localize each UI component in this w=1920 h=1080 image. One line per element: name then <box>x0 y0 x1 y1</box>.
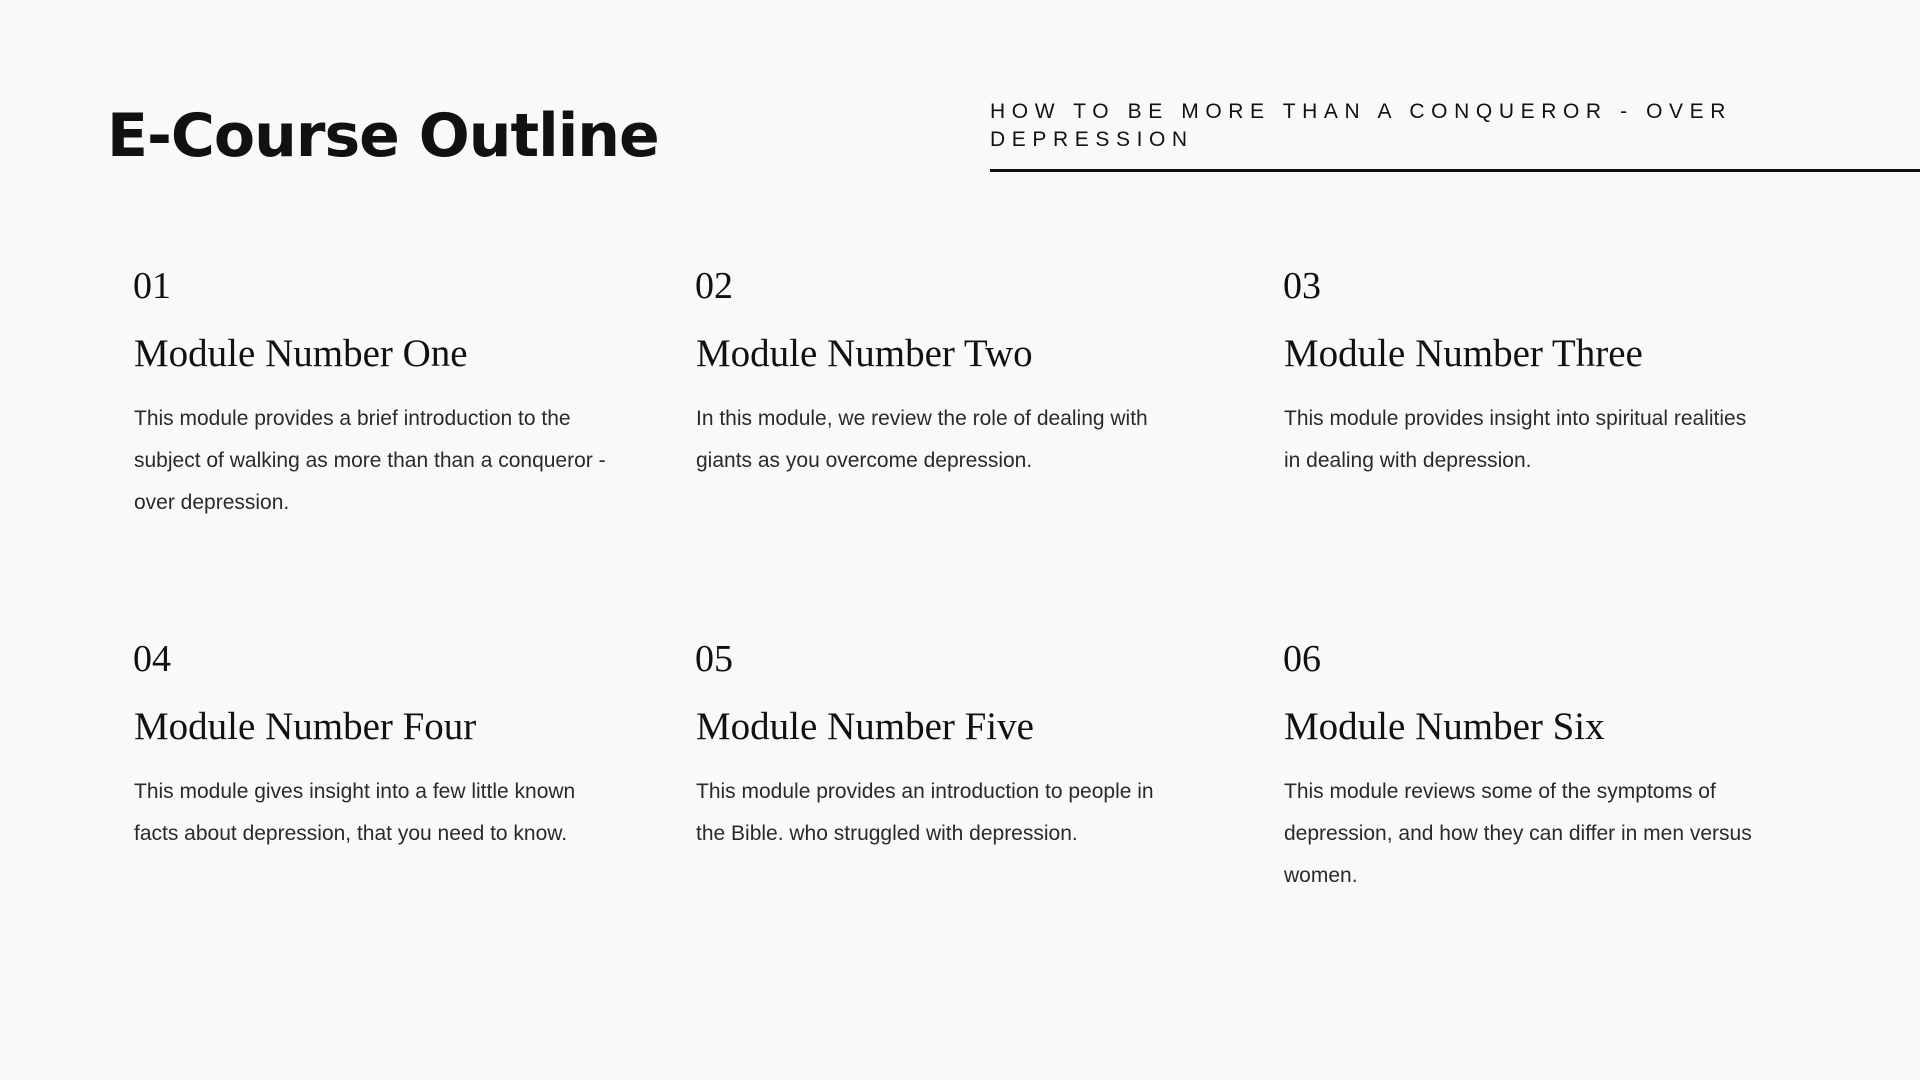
module-number: 04 <box>133 638 171 680</box>
module-number: 06 <box>1283 638 1321 680</box>
module-number: 02 <box>695 265 733 307</box>
module-description: In this module, we review the role of dealing with giants as you overcome depression. <box>696 407 1148 472</box>
module-card <box>134 639 634 855</box>
module-card <box>1284 639 1784 897</box>
module-title: Module Number Five <box>696 705 1034 748</box>
page-title: E-Course Outline <box>107 101 659 171</box>
header-divider <box>990 169 1920 172</box>
module-title: Module Number Four <box>134 705 477 748</box>
module-number: 01 <box>133 265 171 307</box>
module-card <box>1284 266 1784 482</box>
module-card <box>696 266 1196 482</box>
module-number: 03 <box>1283 265 1321 307</box>
module-number: 05 <box>695 638 733 680</box>
module-card <box>134 266 634 524</box>
module-card <box>696 639 1196 855</box>
module-title: Module Number Three <box>1284 332 1643 375</box>
module-title: Module Number Six <box>1284 705 1605 748</box>
module-description: This module reviews some of the symptoms of depression, and how they can differ in men versus women. <box>1284 780 1752 887</box>
module-description: This module provides an introduction to people in the Bible. who struggled with depression. <box>696 780 1154 845</box>
module-description: This module provides a brief introduction to the subject of walking as more than than a conqueror - over depression. <box>134 407 606 514</box>
module-title: Module Number One <box>134 332 468 375</box>
course-subtitle: HOW TO BE MORE THAN A CONQUEROR - OVER DEPRESSION <box>990 100 1733 151</box>
module-title: Module Number Two <box>696 332 1033 375</box>
module-description: This module gives insight into a few little known facts about depression, that you need to know. <box>134 780 576 845</box>
module-description: This module provides insight into spiritual realities in dealing with depression. <box>1284 407 1747 472</box>
